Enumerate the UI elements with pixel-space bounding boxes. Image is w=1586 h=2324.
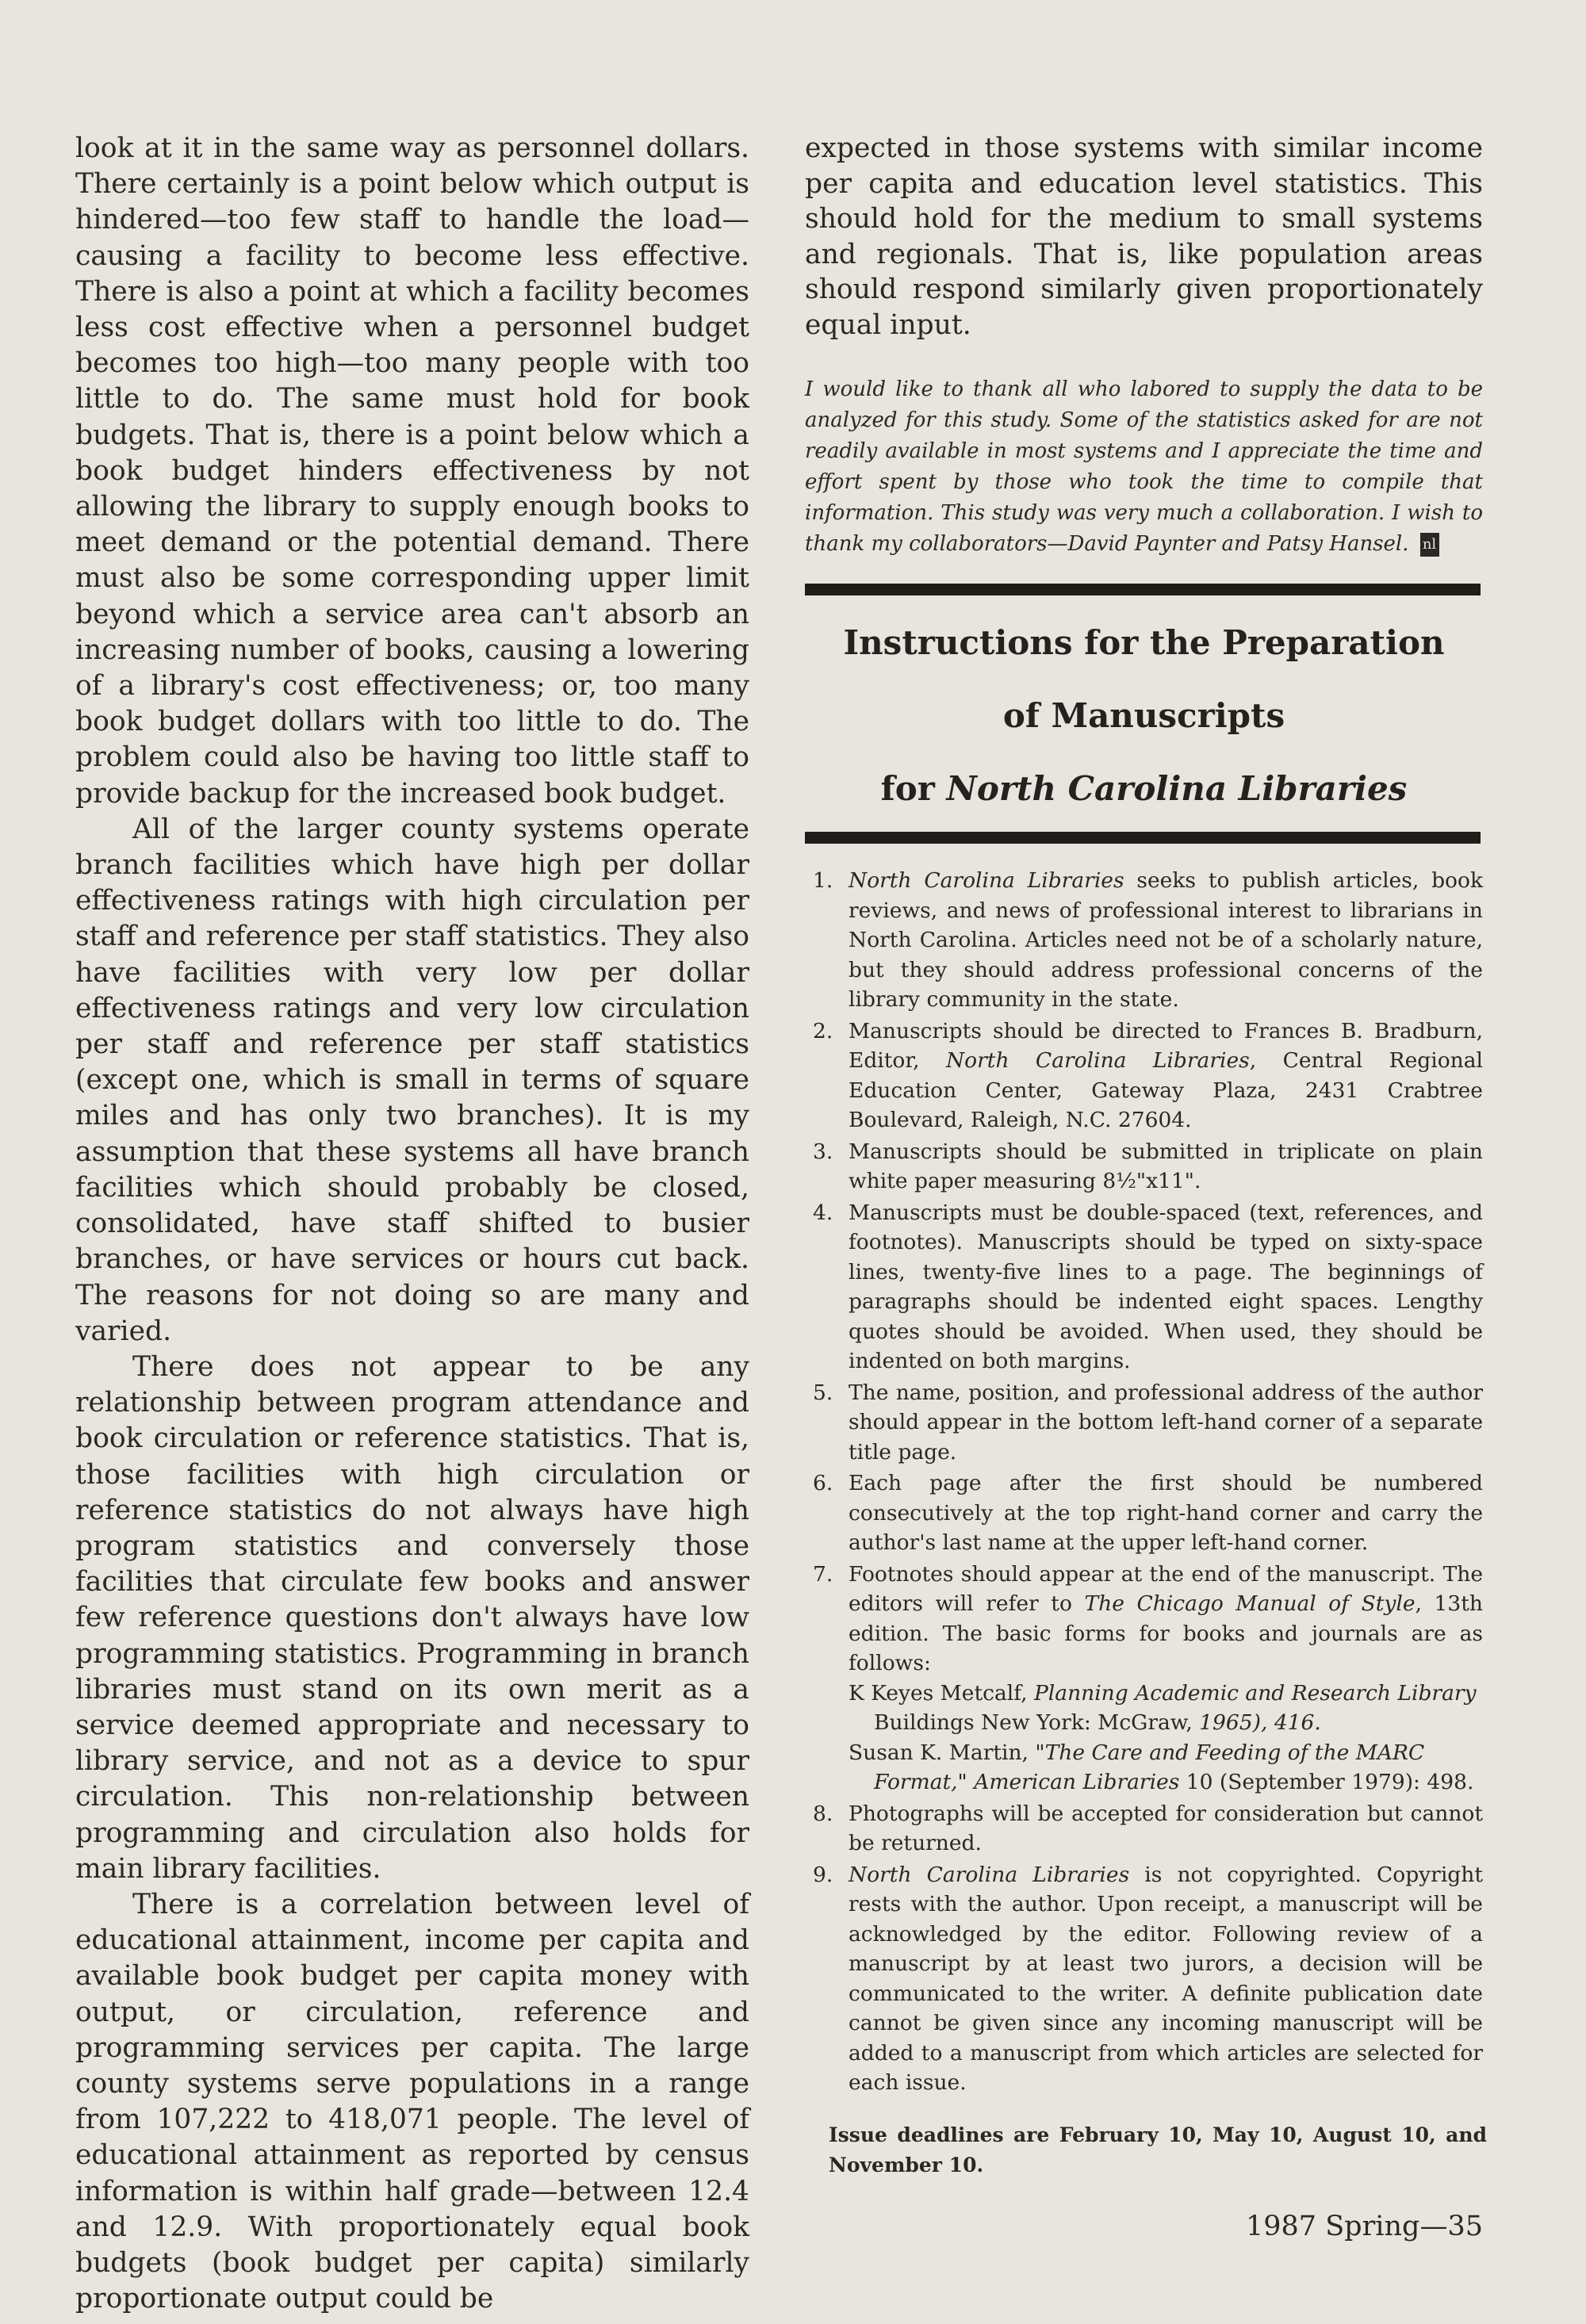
reference-example-journal (849, 1738, 1483, 1798)
item-number: 2. (813, 1018, 833, 1043)
journal-title: North Carolina Libraries (946, 769, 1408, 808)
item-text: Each page after the first should be numbered consecutively at the top right-hand corner and carry the author's last name at the upper left-hand corner. (849, 1471, 1483, 1555)
article-paragraph: There does not appear to be any relationship between program attendance and book circulation or reference statistics. That is, those facilities with high circulation or reference statistics do not always have high program statistics and conversely those facilities that circulate few books and answer few reference questions don't always have low programming statistics. Programming in branch libraries must stand on its own merit as a service deemed appropriate and necessary to library service, and not as a device to spur circulation. This non-relationship between programming and circulation also holds for main library facilities. (75, 1350, 749, 1885)
issue-deadlines: Issue deadlines are February 10, May 10, August 10, and November 10. (829, 2123, 1487, 2177)
reference-example-book (849, 1679, 1483, 1738)
item-number: 4. (813, 1200, 833, 1225)
item-text: Footnotes should appear at the end of the manuscript. The editors will refer to (849, 1561, 1483, 1616)
heading-prefix: for (880, 769, 947, 808)
item-text: Manuscripts should be directed to Frances B. Bradburn, Editor, (849, 1018, 1483, 1073)
heading-line-1: Instructions for the Preparation (843, 623, 1445, 662)
article-conclusion-paragraph: expected in those systems with similar income per capita and education level statistics. This should hold for the medium to small systems and regionals. That is, like population areas should respond similarly given proportionately equal input. (805, 132, 1483, 341)
list-item (813, 1378, 1483, 1468)
item-number: 5. (813, 1380, 833, 1405)
item-number: 8. (813, 1801, 833, 1826)
ref-author: K Keyes Metcalf, (849, 1680, 1034, 1706)
ref-publisher: Buildings New York: McGraw, (874, 1710, 1200, 1735)
right-column (805, 131, 1487, 2244)
left-column-article-text (75, 131, 749, 2317)
style-guide-title: The Chicago Manual of Style (1084, 1591, 1416, 1616)
journal-title: North Carolina Libraries (849, 1862, 1130, 1887)
heading-line-3 (805, 752, 1483, 825)
item-text: The name, position, and professional address of the author should appear in the bottom left-hand corner of a separate title page. (849, 1380, 1483, 1464)
list-item (813, 866, 1483, 1015)
page-footer-label: 1987 Spring—35 (1246, 2210, 1483, 2242)
item-text: seeks to publish articles, book reviews, and news of professional interest to librarians in North Carolina. Articles need not be of a scholarly nature, but they should address professional concerns of the library community in the state. (849, 868, 1484, 1012)
list-item (813, 1560, 1483, 1798)
bottom-divider-rule (805, 832, 1481, 844)
top-divider-rule (805, 584, 1481, 595)
item-text: is not copyrighted. Copyright rests with the author. Upon receipt, a manuscript will be acknowledged by the editor. Following review of a manuscript by at least two jurors, a decision will be communicated to the writer. A definite publication date cannot be given since any incoming manuscript will be added to a manuscript from which articles are selected for each issue. (849, 1862, 1483, 2095)
list-item (813, 1860, 1483, 2098)
ref-journal: American Libraries (974, 1770, 1180, 1794)
ref-title: Planning Academic and Research Library (1033, 1680, 1477, 1706)
acknowledgment-paragraph (805, 374, 1483, 560)
list-item (813, 1198, 1483, 1376)
journal-title: North Carolina Libraries (849, 868, 1124, 893)
ref-issue: 10 (September 1979): 498. (1179, 1770, 1474, 1794)
article-paragraph: There is a correlation between level of educational attainment, income per capita and available book budget per capita money with output, or circulation, reference and programming services per capita. The large county systems serve populations in a range from 107,222 to 418,071 people. The level of educational attainment as reported by census information is within half grade—between 12.4 and 12.9. With proportionately equal book budgets (book budget per capita) similarly proportionate output could be (75, 1888, 749, 2315)
item-text: Photographs will be accepted for consideration but cannot be returned. (849, 1801, 1483, 1855)
article-paragraph: All of the larger county systems operate branch facilities which have high per dollar effectiveness ratings with high circulation per staff and reference per staff statistics. They also have facilities with very low per dollar effectiveness ratings and very low circulation per staff and reference per staff statistics (except one, which is small in terms of square miles and has only two branches). It is my assumption that these systems all have branch facilities which should probably be closed, consolidated, have staff shifted to busier branches, or have services or hours cut back. The reasons for not doing so are many and varied. (75, 813, 749, 1347)
article-paragraph: look at it in the same way as personnel dollars. There certainly is a point below which output is hindered—too few staff to handle the load—causing a facility to become less effective. There is also a point at which a facility becomes less cost effective when a personnel budget becomes too high—too many people with too little to do. The same must hold for book budgets. That is, there is a point below which a book budget hinders effectiveness by not allowing the library to supply enough books to meet demand or the potential demand. There must also be some corresponding upper limit beyond which a service area can't absorb an increasing number of books, causing a lowering of a library's cost effectiveness; or, too many book budget dollars with too little to do. The problem could also be having too little staff to provide backup for the increased book budget. (75, 132, 749, 810)
item-text: , 13th edition. The basic forms for books and journals are as follows: (849, 1591, 1483, 1675)
journal-title: North Carolina Libraries (945, 1048, 1250, 1073)
ref-article-title: "The Care and Feeding of the MARC Format," (874, 1740, 1425, 1794)
instructions-list (813, 866, 1483, 2100)
acknowledgment-text: I would like to thank all who labored to supply the data to be analyzed for this study. Some of the statistics asked for are not readily available in most systems and I appreciate the time and effort spent by those who took the time to compile that information. This study was very much a collaboration. I wish to thank my collaborators—David Paynter and Patsy Hansel. (805, 377, 1483, 556)
list-item (813, 1799, 1483, 1859)
list-item (813, 1017, 1483, 1135)
item-number: 3. (813, 1139, 833, 1164)
item-number: 7. (813, 1561, 833, 1587)
ref-author: Susan K. Martin, (849, 1740, 1036, 1765)
list-item (813, 1137, 1483, 1196)
section-heading (805, 607, 1483, 825)
end-mark-icon: nl (1420, 533, 1439, 557)
item-number: 9. (813, 1862, 833, 1887)
ref-year-page: 1965), 416. (1199, 1710, 1321, 1735)
item-text: , Central Regional Education Center, Gateway Plaza, 2431 Crabtree Boulevard, Raleigh, N.C. 27604. (849, 1048, 1483, 1132)
heading-line-2: of Manuscripts (1002, 696, 1285, 735)
list-item (813, 1468, 1483, 1558)
item-text: Manuscripts should be submitted in triplicate on plain white paper measuring 8½"x11". (849, 1139, 1483, 1193)
item-number: 1. (813, 868, 833, 893)
item-number: 6. (813, 1471, 833, 1495)
item-text: Manuscripts must be double-spaced (text, references, and footnotes). Manuscripts should be typed on sixty-space lines, twenty-five lines to a page. The beginnings of paragraphs should be indented eight spaces. Lengthy quotes should be avoided. When used, they should be indented on both margins. (849, 1200, 1483, 1373)
